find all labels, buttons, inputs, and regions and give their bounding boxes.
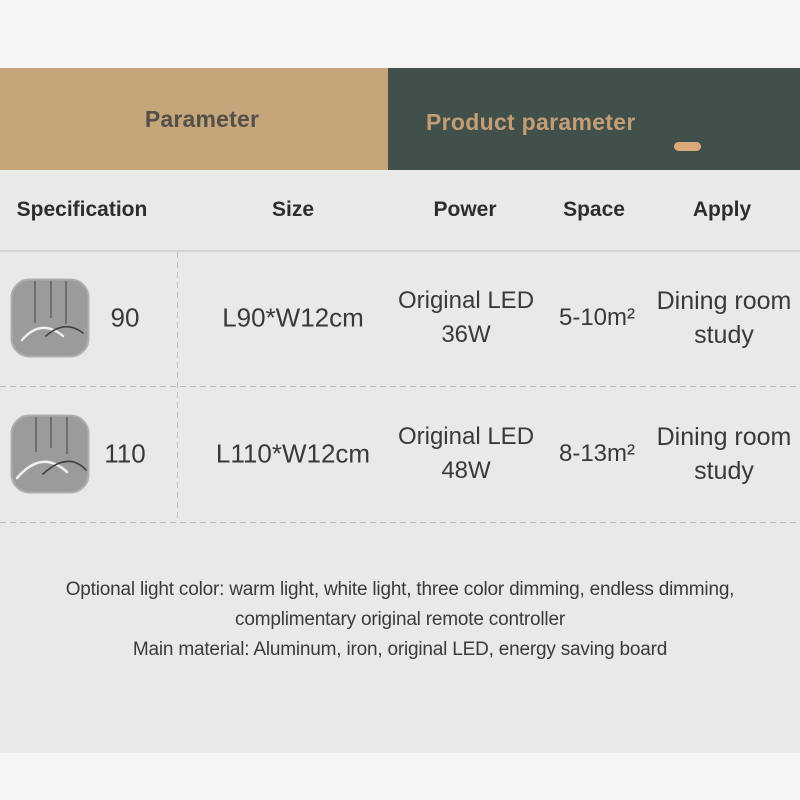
power-watt: 36W (441, 321, 491, 348)
power-name: Original LED (397, 423, 535, 450)
pendant-lamp-icon (10, 414, 90, 494)
column-header-specification: Specification (16, 198, 148, 221)
table-row (0, 386, 800, 522)
tab-parameter[interactable] (0, 68, 388, 170)
column-header-space: Space (563, 198, 625, 221)
table-header-row (0, 170, 800, 250)
power-value (394, 284, 538, 352)
tab-bar (0, 68, 800, 170)
power-watt: 48W (441, 457, 491, 484)
spec-value: 110 (104, 438, 146, 469)
apply-study: study (694, 457, 754, 485)
spec-value: 90 (110, 302, 140, 333)
column-header-power: Power (433, 198, 497, 221)
size-value: L110*W12cm (215, 438, 371, 469)
apply-room: Dining room (656, 423, 792, 451)
product-notes (0, 575, 800, 665)
tab-product-parameter-label: Product parameter (426, 109, 636, 135)
column-header-apply: Apply (692, 198, 752, 221)
column-header-size: Size (271, 198, 315, 221)
tab-parameter-label: Parameter (144, 105, 260, 132)
size-value: L90*W12cm (222, 302, 364, 333)
apply-study: study (694, 321, 754, 349)
parameter-table-panel (0, 170, 800, 753)
apply-room: Dining room (656, 287, 792, 315)
space-value: 5-10m² (558, 304, 636, 331)
apply-value (648, 420, 800, 488)
active-tab-indicator (674, 142, 701, 151)
pendant-lamp-icon (10, 278, 90, 358)
power-name: Original LED (397, 287, 535, 314)
table-bottom-divider (0, 522, 800, 523)
note-light-color-line2: complimentary original remote controller (235, 609, 565, 630)
note-main-material: Main material: Aluminum, iron, original LED, energy saving board (132, 639, 668, 660)
apply-value (648, 284, 800, 352)
note-light-color-line1: Optional light color: warm light, white light, three color dimming, endless dimming, (65, 579, 735, 600)
power-value (394, 420, 538, 488)
table-row (0, 250, 800, 386)
tab-product-parameter[interactable] (388, 68, 800, 170)
space-value: 8-13m² (558, 440, 636, 467)
